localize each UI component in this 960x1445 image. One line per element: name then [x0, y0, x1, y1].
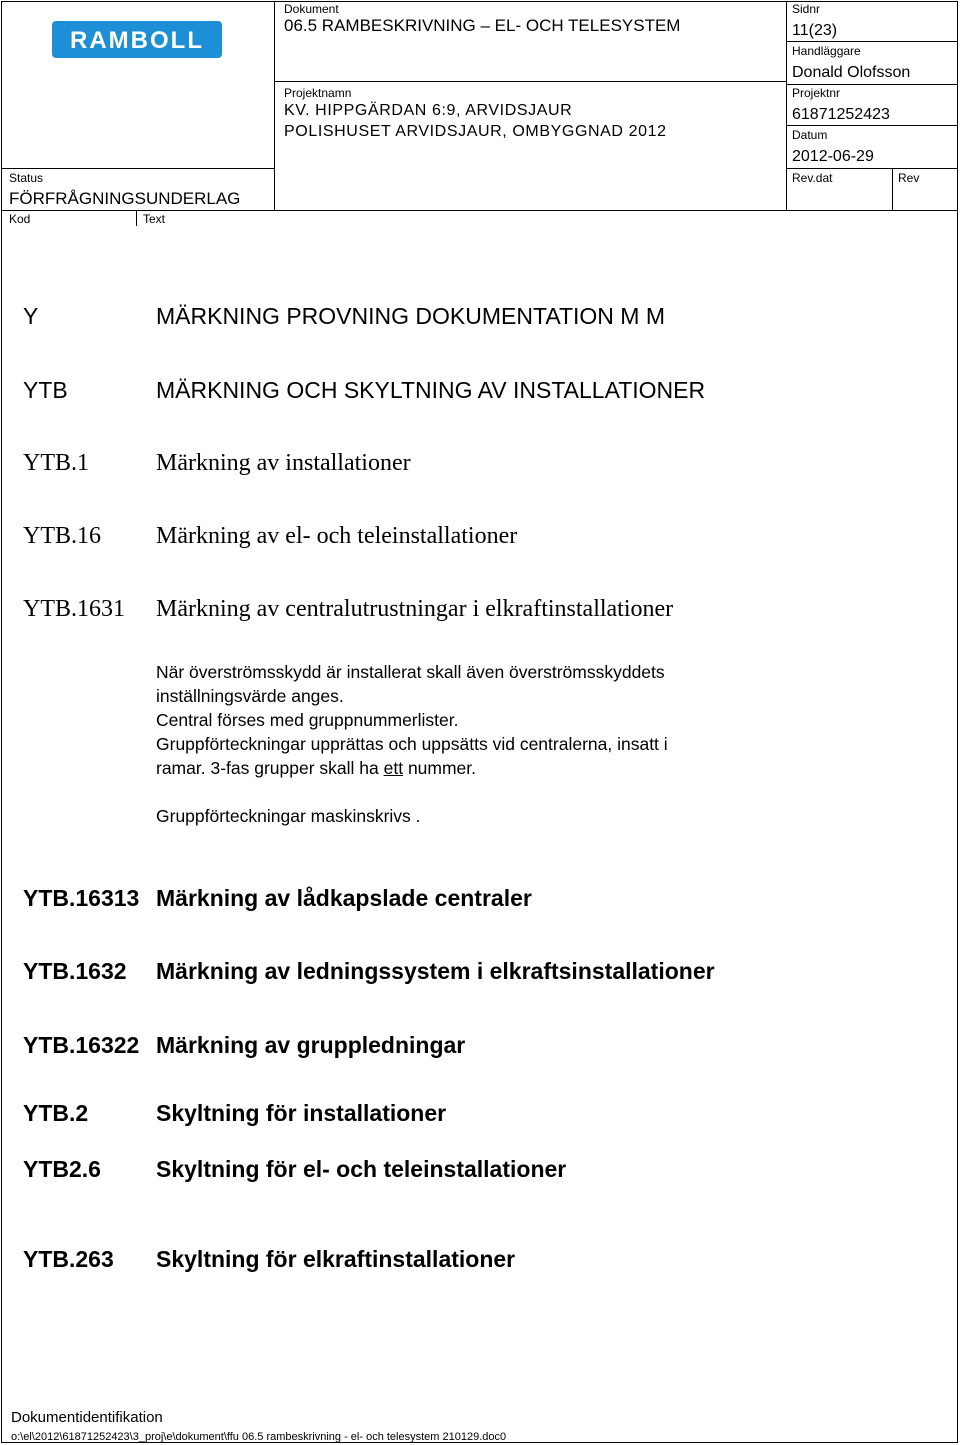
section-code: Y [23, 303, 39, 329]
handlaggare-value: Donald Olofsson [792, 64, 911, 81]
section-title: Märkning av ledningssystem i elkraftsinstallationer [156, 958, 715, 984]
section-code: YTB [23, 377, 68, 403]
projektnr-value: 61871252423 [792, 106, 890, 123]
paragraph-underlined-text: ett [383, 758, 404, 778]
header-rule-projektnr [786, 125, 958, 126]
ramboll-logo-mark [52, 21, 222, 58]
projektnr-label: Projektnr [792, 86, 841, 100]
sidnr-label: Sidnr [792, 2, 821, 16]
paragraph-line [156, 756, 476, 780]
projektnamn-line1: KV. HIPPGÄRDAN 6:9, ARVIDSJAUR [284, 102, 573, 119]
datum-label: Datum [792, 128, 828, 142]
document-id-label: Dokumentidentifikation [11, 1409, 163, 1426]
section-title: Märkning av gruppledningar [156, 1032, 466, 1058]
paragraph-text: ramar. 3-fas grupper skall ha [156, 758, 384, 778]
kod-label: Kod [9, 212, 31, 226]
status-label: Status [9, 171, 44, 185]
section-title: Skyltning för elkraftinstallationer [156, 1246, 516, 1272]
header-rule-datum [786, 168, 958, 169]
header-divider-right [786, 1, 787, 210]
section-code: YTB.2 [23, 1100, 89, 1126]
paragraph-line: Central förses med gruppnummerlister. [156, 710, 459, 730]
section-title: Skyltning för el- och teleinstallationer [156, 1156, 567, 1182]
section-title: Märkning av centralutrustningar i elkraftinstallationer [156, 596, 674, 622]
sidnr-value: 11(23) [792, 22, 838, 39]
header-rule-handlaggare [786, 84, 958, 85]
handlaggare-label: Handläggare [792, 44, 861, 58]
section-title: Märkning av lådkapslade centraler [156, 885, 532, 911]
section-code: YTB.16322 [23, 1032, 140, 1058]
section-code: YTB.16 [23, 523, 101, 549]
section-title: MÄRKNING PROVNING DOKUMENTATION M M [156, 303, 665, 329]
paragraph-line: inställningsvärde anges. [156, 686, 344, 706]
document-id-path: o:\el\2012\61871252423\3_proj\e\dokument\ffu 06.5 rambeskrivning - el- och telesystem 210129.doc0 [11, 1431, 507, 1443]
ramboll-logo [52, 21, 222, 58]
section-code: YTB2.6 [23, 1156, 101, 1182]
header-rule-doc [274, 81, 786, 82]
section-title: MÄRKNING OCH SKYLTNING AV INSTALLATIONER [156, 377, 706, 403]
section-title: Skyltning för installationer [156, 1100, 447, 1126]
status-value: FÖRFRÅGNINGSUNDERLAG [9, 189, 241, 208]
section-title: Märkning av installationer [156, 450, 411, 476]
header-divider-left [274, 1, 275, 210]
header-divider-rev [892, 168, 893, 210]
header-rule-bottom [1, 210, 958, 211]
ramboll-logo-text: RAMBOLL [70, 27, 204, 54]
header-divider-kod [136, 210, 137, 226]
section-code: YTB.1 [23, 450, 89, 476]
projektnamn-label: Projektnamn [284, 86, 352, 100]
paragraph-line: Gruppförteckningar maskinskrivs . [156, 806, 421, 826]
section-code: YTB.1632 [23, 958, 127, 984]
section-code: YTB.16313 [23, 885, 140, 911]
section-title: Märkning av el- och teleinstallationer [156, 523, 518, 549]
text-label: Text [143, 212, 166, 226]
section-code: YTB.1631 [23, 596, 125, 622]
revdat-label: Rev.dat [792, 171, 833, 185]
paragraph-line: Gruppförteckningar upprättas och uppsätts vid centralerna, insatt i [156, 734, 668, 754]
datum-value: 2012-06-29 [792, 148, 874, 165]
paragraph-text: nummer. [403, 758, 477, 778]
projektnamn-line2: POLISHUSET ARVIDSJAUR, OMBYGGNAD 2012 [284, 123, 667, 140]
document-value: 06.5 RAMBESKRIVNING – EL- OCH TELESYSTEM [284, 16, 681, 35]
document-label: Dokument [284, 2, 339, 16]
header-rule-sidnr [786, 41, 958, 42]
paragraph-line: När överströmsskydd är installerat skall även överströmsskyddets [156, 662, 665, 682]
header-rule-status [1, 168, 275, 169]
rev-label: Rev [898, 171, 920, 185]
section-code: YTB.263 [23, 1246, 114, 1272]
